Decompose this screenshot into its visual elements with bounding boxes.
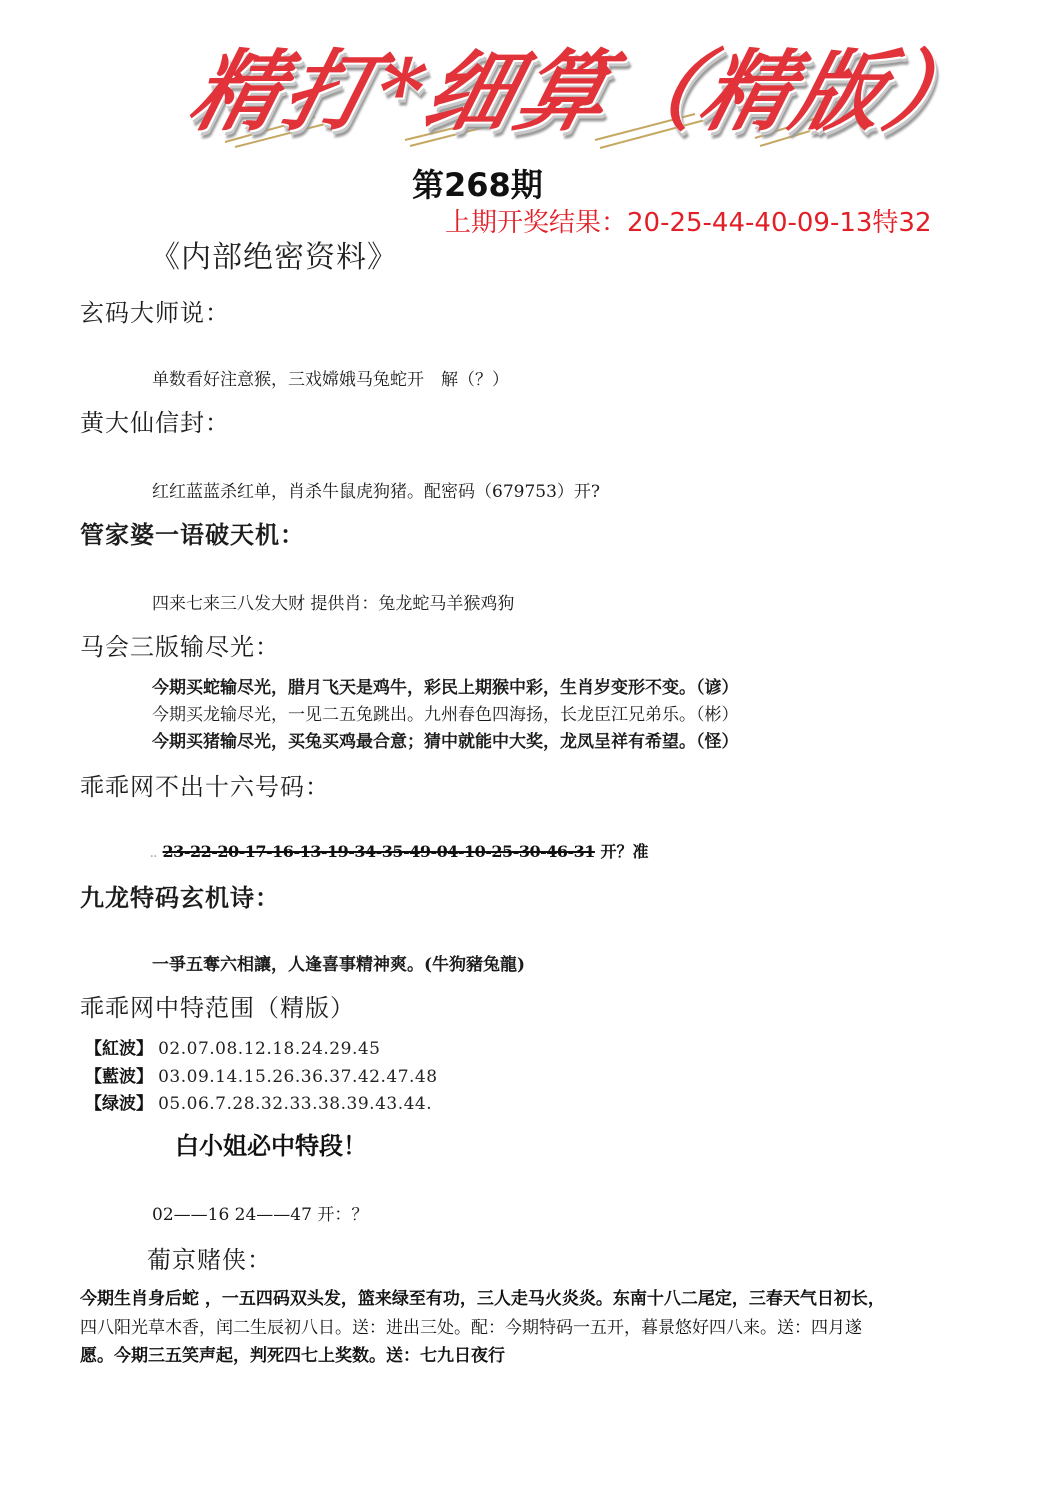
logo-banner xyxy=(180,22,993,152)
wave-nums: 03.09.14.15.26.36.37.42.47.48 xyxy=(158,1067,438,1087)
xuanma-line: 单数看好注意猴，三戏嫦娥马兔蛇开 解（？） xyxy=(152,370,509,390)
puijing-line-1: 今期生肖身后蛇 ，一五四码双头发，篮来绿至有功，三人走马火炎炎。东南十八二尾定，三春天气日初长， xyxy=(80,1289,885,1309)
mahui-line-2: 今期买龙输尽光，一见二五兔跳出。九州春色四海扬，长龙臣江兄弟乐。（彬） xyxy=(152,705,739,725)
puijing-line-2: 四八阳光草木香，闰二生辰初八日。送：进出三处。配：今期特码一五开，暮景悠好四八来。送：四月遂 xyxy=(80,1318,862,1338)
wave-row-red xyxy=(85,1034,380,1059)
last-result: 上期开奖结果：20-25-44-40-09-13特32 xyxy=(445,208,932,238)
jiulong-line: 一爭五奪六相讓，人逢喜事精神爽。(牛狗豬兔龍) xyxy=(152,955,526,975)
mahui-line-1: 今期买蛇输尽光，腊月飞天是鸡牛，彩民上期猴中彩，生肖岁变形不变。（谚） xyxy=(152,678,739,698)
wave-row-blue xyxy=(85,1062,438,1087)
wave-row-green xyxy=(85,1089,432,1114)
heading-guaiguai-range: 乖乖网中特范围（精版） xyxy=(80,994,355,1022)
mahui-line-3: 今期买猪输尽光，买兔买鸡最合意；猜中就能中大奖，龙凤呈祥有希望。（怪） xyxy=(152,732,739,752)
puijing-line-3: 愿。今期三五笑声起，判死四七上奖数。送：七九日夜行 xyxy=(80,1346,505,1366)
huangdaxian-line: 红红蓝蓝杀红单，肖杀牛鼠虎狗猪。配密码（679753）开? xyxy=(152,482,601,502)
heading-guanjiapo: 管家婆一语破天机： xyxy=(80,520,305,549)
guanjiapo-line: 四来七来三八发大财 提供肖：兔龙蛇马羊猴鸡狗 xyxy=(152,594,515,614)
dot-mark: .. xyxy=(150,849,157,860)
heading-mahui: 马会三版输尽光： xyxy=(80,633,280,661)
excluded-numbers xyxy=(150,839,649,862)
wave-nums: 05.06.7.28.32.33.38.39.43.44. xyxy=(158,1094,433,1114)
wave-label: 【藍波】 xyxy=(85,1067,153,1087)
wave-label: 【绿波】 xyxy=(85,1094,153,1114)
logo-text: 精打*细算（精版） xyxy=(180,39,993,143)
wave-nums: 02.07.08.12.18.24.29.45 xyxy=(158,1039,381,1059)
issue-number: 第268期 xyxy=(412,166,543,204)
heading-puijing: 葡京赌侠： xyxy=(147,1246,272,1274)
excluded-numbers-list: 23-22-20-17-16-13-19-34-35-49-04-10-25-30-46-31 xyxy=(162,842,595,861)
heading-xuanma: 玄码大师说： xyxy=(80,299,230,327)
heading-guaiguai-no16: 乖乖网不出十六号码： xyxy=(80,773,330,801)
excluded-numbers-suffix: 开？准 xyxy=(600,842,649,861)
heading-jiulong: 九龙特码玄机诗： xyxy=(80,883,280,912)
heading-baixiaojie: 白小姐必中特段！ xyxy=(175,1131,367,1160)
doc-title: 《内部绝密资料》 xyxy=(150,240,398,275)
heading-huangdaxian: 黄大仙信封： xyxy=(80,409,230,437)
wave-label: 【紅波】 xyxy=(85,1039,153,1059)
baixiaojie-line: 02——16 24——47 开：？ xyxy=(152,1205,369,1225)
